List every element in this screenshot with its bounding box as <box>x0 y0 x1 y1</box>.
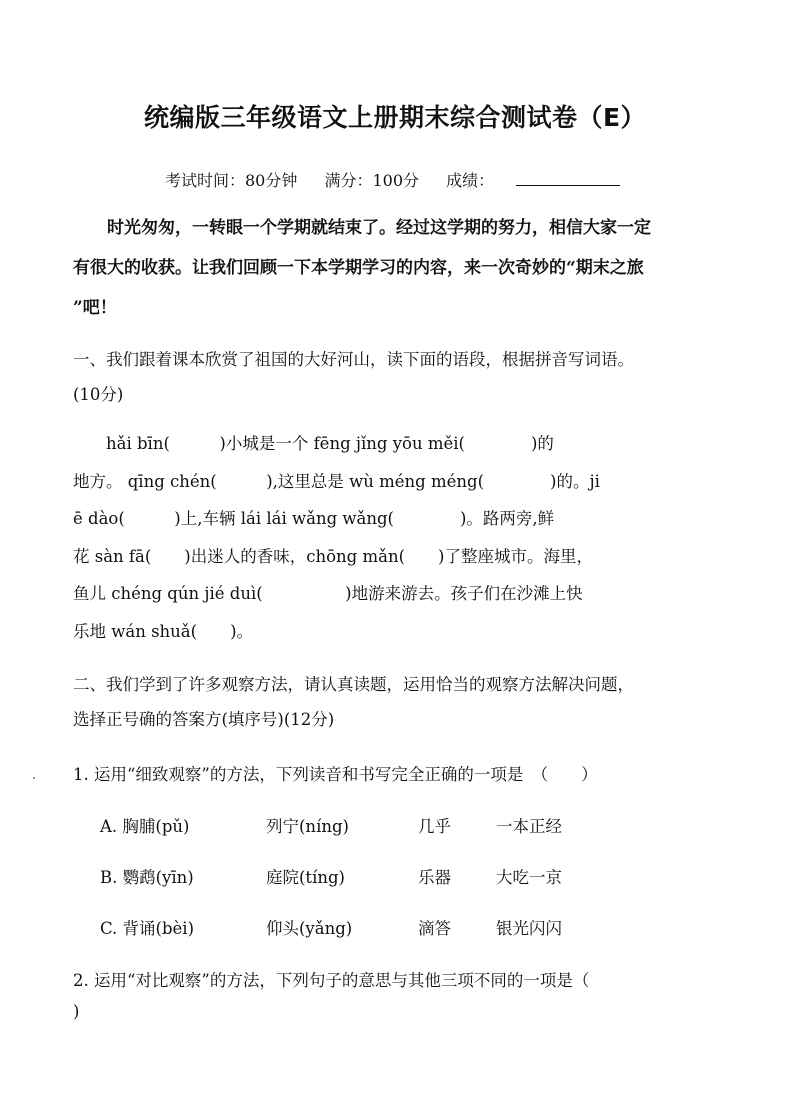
section-1-heading <box>73 342 733 412</box>
passage-line: 花 sàn fā( )出迷人的香味，chōng mǎn( )了整座城市。海里， <box>73 546 593 566</box>
option-cell: 一本正经 <box>496 817 562 836</box>
option-cell: 仰头(yǎng) <box>266 919 353 938</box>
section-1-passage <box>73 425 741 651</box>
section-2-heading <box>73 667 733 737</box>
intro-line-1: 时光匆匆，一转眼一个学期就结束了。经过这学期的努力，相信大家一定 <box>107 218 651 238</box>
passage-line: hǎi bīn( )小城是一个 fēng jǐng yōu měi( )的 <box>106 434 554 453</box>
option-a[interactable] <box>100 813 562 837</box>
margin-mark <box>33 777 35 779</box>
section-2-heading-line-2: 选择正号确的答案方(填序号)(12分) <box>73 710 335 729</box>
option-cell: 乐器 <box>418 868 451 887</box>
full-score: 满分：100分 <box>324 171 420 190</box>
intro-line-2: 有很大的收获。让我们回顾一下本学期学习的内容，来一次奇妙的“期末之旅 <box>73 258 644 278</box>
grade-label: 成绩： <box>446 171 495 190</box>
option-cell: 列宁(níng) <box>266 817 349 836</box>
page-title: 统编版三年级语文上册期末综合测试卷（E） <box>143 103 647 132</box>
exam-time: 考试时间：80分钟 <box>165 171 298 190</box>
option-b[interactable] <box>100 864 562 888</box>
option-cell: 庭院(tíng) <box>266 868 345 887</box>
question-2-line-2: ) <box>73 1002 80 1021</box>
passage-line: 乐地 wán shuǎ( )。 <box>73 621 254 641</box>
intro-line-3: ”吧！ <box>73 298 117 318</box>
grade-blank[interactable] <box>516 171 620 186</box>
passage-line: 鱼儿 chéng qún jié duì( )地游来游去。孩子们在沙滩上快 <box>73 584 583 604</box>
question-1: 1. 运用“细致观察”的方法，下列读音和书写完全正确的一项是 （ ） <box>73 765 598 784</box>
option-cell: 银光闪闪 <box>496 919 562 938</box>
question-2-line-1: 2. 运用“对比观察”的方法，下列句子的意思与其他三项不同的一项是（ <box>73 971 590 990</box>
section-1-heading-line-1: 一、我们跟着课本欣赏了祖国的大好河山，读下面的语段，根据拼音写词语。 <box>73 350 634 369</box>
option-cell: C. 背诵(bèi) <box>100 919 195 938</box>
option-cell: 滴答 <box>418 919 451 938</box>
option-cell: 大吃一京 <box>496 868 562 887</box>
exam-meta <box>165 168 620 191</box>
option-c[interactable] <box>100 915 562 939</box>
section-2-heading-line-1: 二、我们学到了许多观察方法，请认真读题，运用恰当的观察方法解决问题， <box>73 675 634 694</box>
passage-line: 地方。 qīng chén( ),这里总是 wù méng méng( )的。ji <box>73 471 600 491</box>
passage-line: ē dào( )上,车辆 lái lái wǎng wǎng( )。路两旁,鲜 <box>73 509 555 529</box>
option-cell: B. 鹦鹉(yīn) <box>100 868 194 887</box>
intro-paragraph <box>73 208 733 328</box>
option-cell: A. 胸脯(pǔ) <box>100 817 190 836</box>
option-cell: 几乎 <box>418 817 451 836</box>
section-1-heading-line-2: (10分) <box>73 385 124 404</box>
